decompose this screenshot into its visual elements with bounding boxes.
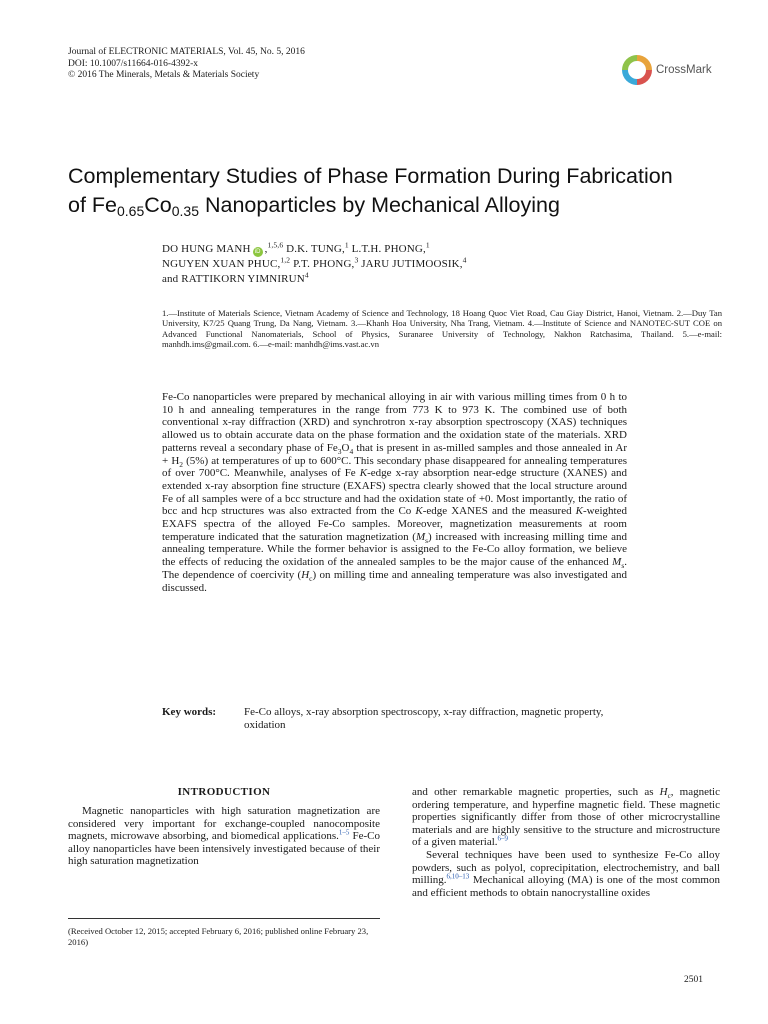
author-name: D.K. TUNG, — [283, 243, 345, 255]
author-name: JARU JUTIMOOSIK, — [358, 258, 463, 270]
author-name: L.T.H. PHONG, — [348, 243, 426, 255]
body-paragraph: and other remarkable magnetic properties, such as $H_c$, magnetic ordering temperature, and hyperfine magnetic field. These magnetic properties significantly differ from those of other microcrystalline materials and are highly sensitive to the structure and microstructure of a given material.$^{6-9}$ — [412, 786, 720, 849]
author-list: DO HUNG MANH iD ,$^{1,5,6}$ D.K. TUNG,$^1$ L.T.H. PHONG,$^1$ NGUYEN XUAN PHUC,$^{1,2}$ P.T. PHONG,$^3$ JARU JUTIMOOSIK,$^4$ and RATTIKORN YIMNIRUN$^4$ — [162, 240, 467, 285]
journal-header — [68, 47, 305, 82]
author-name: P.T. PHONG, — [290, 258, 355, 270]
footnote-divider — [68, 918, 380, 919]
title-line-2: of $Fe_{0.65}Co_{0.35}$ Nanoparticles by Mechanical Alloying — [68, 193, 560, 219]
received-footnote: (Received October 12, 2015; accepted February 6, 2016; published online February 23, 2016) — [68, 926, 369, 947]
abstract: Fe-Co nanoparticles were prepared by mechanical alloying in air with various milling times from 0 h to 10 h and annealing temperatures in the range from 773 K to 973 K. The combined use of both conventional x-ray diffraction (XRD) and synchrotron x-ray absorption spectroscopy (XAS) techniques allowed us to obtain accurate data on the phase formation and the oxidation state of the materials. XRD patterns reveal a secondary phase of $Fe_3O_4$ that is present in as-milled samples and those annealed in $Ar + H_2$ (5%) at temperatures of up to 600°C. This secondary phase disappeared for annealing temperatures of over 700°C. Meanwhile, analyses of Fe K-edge x-ray absorption near-edge structure (XANES) and extended x-ray absorption fine structure (EXAFS) spectra clearly showed that the local structure around Fe of all samples were of a bcc structure and had the oxidation state of +0. Most importantly, the ratio of bcc and hcp structures was also extracted from the Co K-edge XANES and the measured K-weighted EXAFS spectra of the alloyed Fe-Co samples. Moreover, magnetization measurements at room temperature indicated that the saturation magnetization $(M_s)$ increased with increasing milling time and annealing temperature. While the former behavior is assigned to the Fe-Co alloy formation, we believe the effects of reducing the oxidation of the annealed samples to be the major cause of the enhanced $M_s$. The dependence of coercivity $(H_c)$ on milling time and annealing temperature was also investigated and discussed. — [162, 391, 628, 594]
crossmark-label: CrossMark — [656, 64, 712, 76]
keywords-label: Key words: — [162, 706, 217, 718]
reference-link[interactable]: 6–9 — [497, 834, 509, 843]
orcid-icon[interactable]: iD — [253, 247, 263, 257]
author-name: NGUYEN XUAN PHUC, — [162, 258, 281, 270]
reference-link[interactable]: 6,10–13 — [446, 872, 470, 881]
doi-text: DOI: 10.1007/s11664-016-4392-x — [68, 58, 198, 69]
section-heading: INTRODUCTION — [177, 786, 271, 798]
keywords-text: Fe-Co alloys, x-ray absorption spectroscopy, x-ray diffraction, magnetic property, oxidation — [244, 706, 604, 731]
left-column — [68, 786, 380, 868]
article-title — [68, 162, 728, 220]
reference-link[interactable]: 1–5 — [338, 828, 350, 837]
copyright-text: © 2016 The Minerals, Metals & Materials Society — [68, 70, 260, 80]
author-name: and RATTIKORN YIMNIRUN — [162, 273, 305, 285]
crossmark-badge[interactable] — [622, 53, 732, 87]
keywords — [162, 706, 632, 732]
affiliations: 1.—Institute of Materials Science, Vietnam Academy of Science and Technology, 18 Hoang Quoc Viet Road, Cau Giay District, Hanoi, Vietnam. 2.—Duy Tan University, K7/25 Quang Trung, Da Nang, Vietnam. 3.—Khanh Hoa University, Nha Trang, Vietnam. 4.—Institute of Science and NANOTEC-SUT COE on Advanced Functional Nanomaterials, School of Physics, Suranaree University of Technology, Nakhon Ratchasima, Thailand. 5.—e-mail: manhdh.ims@gmail.com. 6.—e-mail: manhdh@ims.vast.ac.vn — [162, 308, 722, 350]
page-number: 2501 — [684, 975, 703, 985]
body-paragraph: Several techniques have been used to synthesize Fe-Co alloy powders, such as polyol, coprecipitation, electrochemistry, and ball milling.$^{6,10-13}$ Mechanical alloying (MA) is one of the most common and efficient methods to obtain nanocrystalline oxides — [412, 848, 720, 899]
journal-citation: Journal of ELECTRONIC MATERIALS, Vol. 45, No. 5, 2016 — [68, 47, 305, 57]
right-column — [412, 786, 720, 899]
body-paragraph: Magnetic nanoparticles with high saturation magnetization are considered very important for exchange-coupled nanocomposite magnets, microwave absorbing, and biomedical applications.$^{1-5}$ Fe-Co alloy nanoparticles have been intensively investigated because of their high saturation magnetization — [68, 805, 380, 868]
crossmark-icon — [622, 55, 652, 85]
author-name: DO HUNG MANH — [162, 243, 251, 255]
title-line-1: Complementary Studies of Phase Formation During Fabrication — [68, 164, 673, 188]
